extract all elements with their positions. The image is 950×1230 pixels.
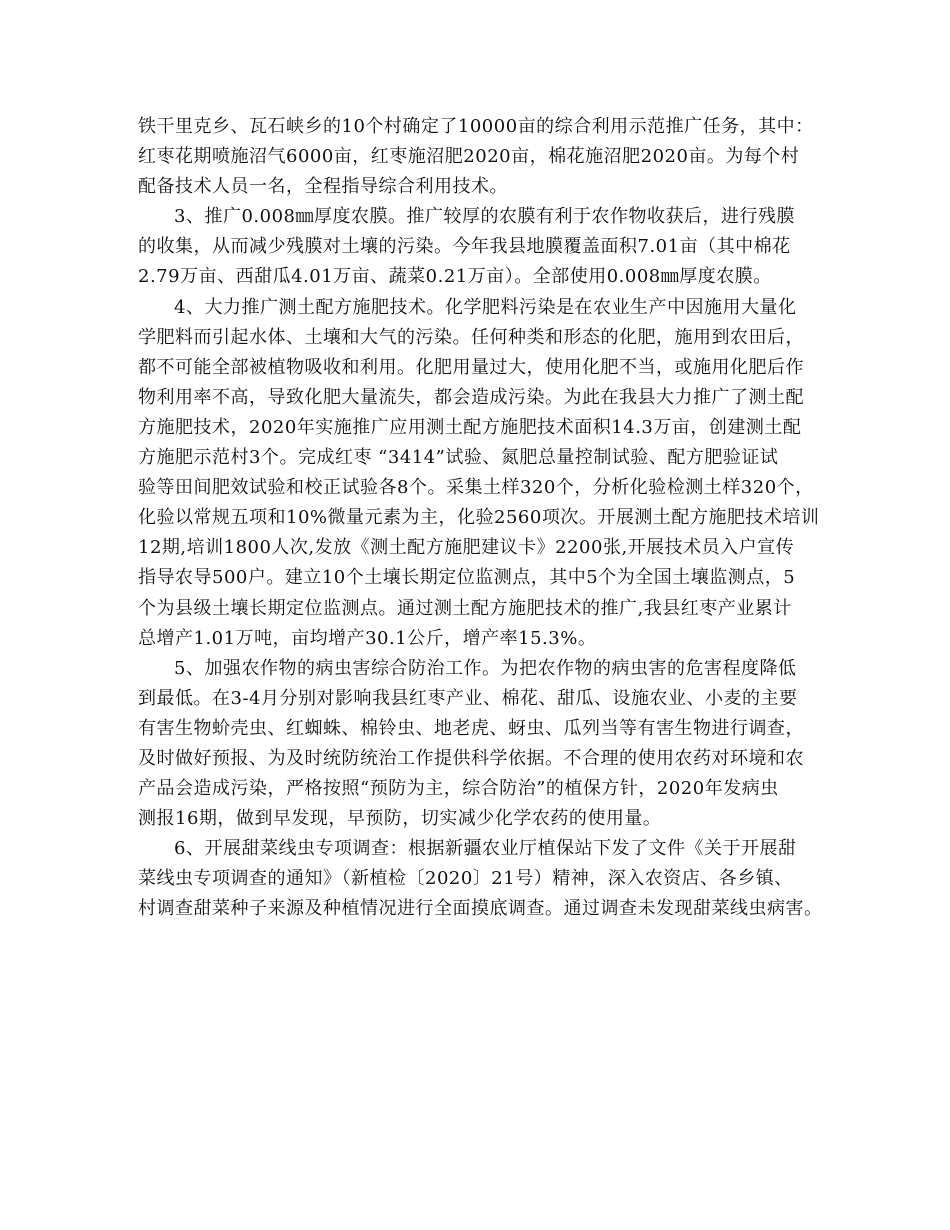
text-line: 5、加强农作物的病虫害综合防治工作。为把农作物的病虫害的危害程度降低 [174, 657, 797, 679]
text-line: 2.79万亩、西甜瓜4.01万亩、蔬菜0.21万亩）。全部使用0.008㎜厚度农膜。 [138, 266, 772, 288]
text-line: 都不可能全部被植物吸收和利用。化肥用量过大，使用化肥不当，或施用化肥后作 [138, 356, 804, 378]
text-line: 个为县级土壤长期定位监测点。通过测土配方施肥技术的推广,我县红枣产业累计 [138, 597, 792, 619]
paragraph-mulch-film [138, 202, 828, 292]
text-line: 配备技术人员一名，全程指导综合利用技术。 [138, 176, 508, 198]
paragraph-comprehensive-utilization [138, 112, 828, 202]
text-line: 4、大力推广测土配方施肥技术。化学肥料污染是在农业生产中因施用大量化 [174, 296, 797, 318]
text-line: 验等田间肥效试验和校正试验各8个。采集土样320个，分析化验检测土样320个， [138, 477, 814, 499]
text-line: 物利用率不高，导致化肥大量流失，都会造成污染。为此在我县大力推广了测土配 [138, 386, 804, 408]
text-line: 测报16期，做到早发现，早预防，切实减少化学农药的使用量。 [138, 808, 662, 830]
text-line: 12期,培训1800人次,发放《测土配方施肥建议卡》2200张,开展技术员入户宣传 [138, 537, 795, 559]
text-line: 菜线虫专项调查的通知》（新植检〔2020〕21号）精神，深入农资店、各乡镇、 [138, 868, 793, 890]
text-line: 村调查甜菜种子来源及种植情况进行全面摸底调查。通过调查未发现甜菜线虫病害。 [138, 898, 823, 920]
text-line: 方施肥技术，2020年实施推广应用测土配方施肥技术面积14.3万亩，创建测土配 [138, 416, 802, 438]
document-body [138, 112, 828, 925]
text-line: 方施肥示范村3个。完成红枣 “3414”试验、氮肥总量控制试验、配方肥验证试 [138, 447, 779, 469]
text-line: 到最低。在3-4月分别对影响我县红枣产业、棉花、甜瓜、设施农业、小麦的主要 [138, 687, 798, 709]
text-line: 总增产1.01万吨，亩均增产30.1公斤，增产率15.3%。 [138, 627, 597, 649]
text-line: 的收集，从而减少残膜对土壤的污染。今年我县地膜覆盖面积7.01亩（其中棉花 [138, 236, 791, 258]
text-line: 化验以常规五项和10%微量元素为主，化验2560项次。开展测土配方施肥技术培训 [138, 507, 820, 529]
text-line: 有害生物蚧壳虫、红蜘蛛、棉铃虫、地老虎、蚜虫、瓜列当等有害生物进行调查， [138, 717, 804, 739]
text-line: 铁干里克乡、瓦石峡乡的10个村确定了10000亩的综合利用示范推广任务，其中： [138, 116, 814, 137]
text-line: 产品会造成污染，严格按照“预防为主，综合防治”的植保方针，2020年发病虫 [138, 778, 779, 800]
text-line: 3、推广0.008㎜厚度农膜。推广较厚的农膜有利于农作物收获后，进行残膜 [174, 206, 795, 228]
text-line: 6、开展甜菜线虫专项调查：根据新疆农业厅植保站下发了文件《关于开展甜 [174, 838, 797, 860]
paragraph-soil-testing-fertilization [138, 293, 828, 654]
text-line: 及时做好预报、为及时统防统治工作提供科学依据。不合理的使用农药对环境和农 [138, 747, 804, 769]
paragraph-pest-control [138, 654, 828, 835]
text-line: 学肥料而引起水体、土壤和大气的污染。任何种类和形态的化肥，施用到农田后， [138, 326, 804, 348]
paragraph-beet-nematode-survey [138, 834, 828, 924]
text-line: 红枣花期喷施沼气6000亩，红枣施沼肥2020亩，棉花施沼肥2020亩。为每个村 [138, 146, 800, 168]
text-line: 指导农导500户。建立10个土壤长期定位监测点，其中5个为全国土壤监测点，5 [138, 567, 796, 589]
